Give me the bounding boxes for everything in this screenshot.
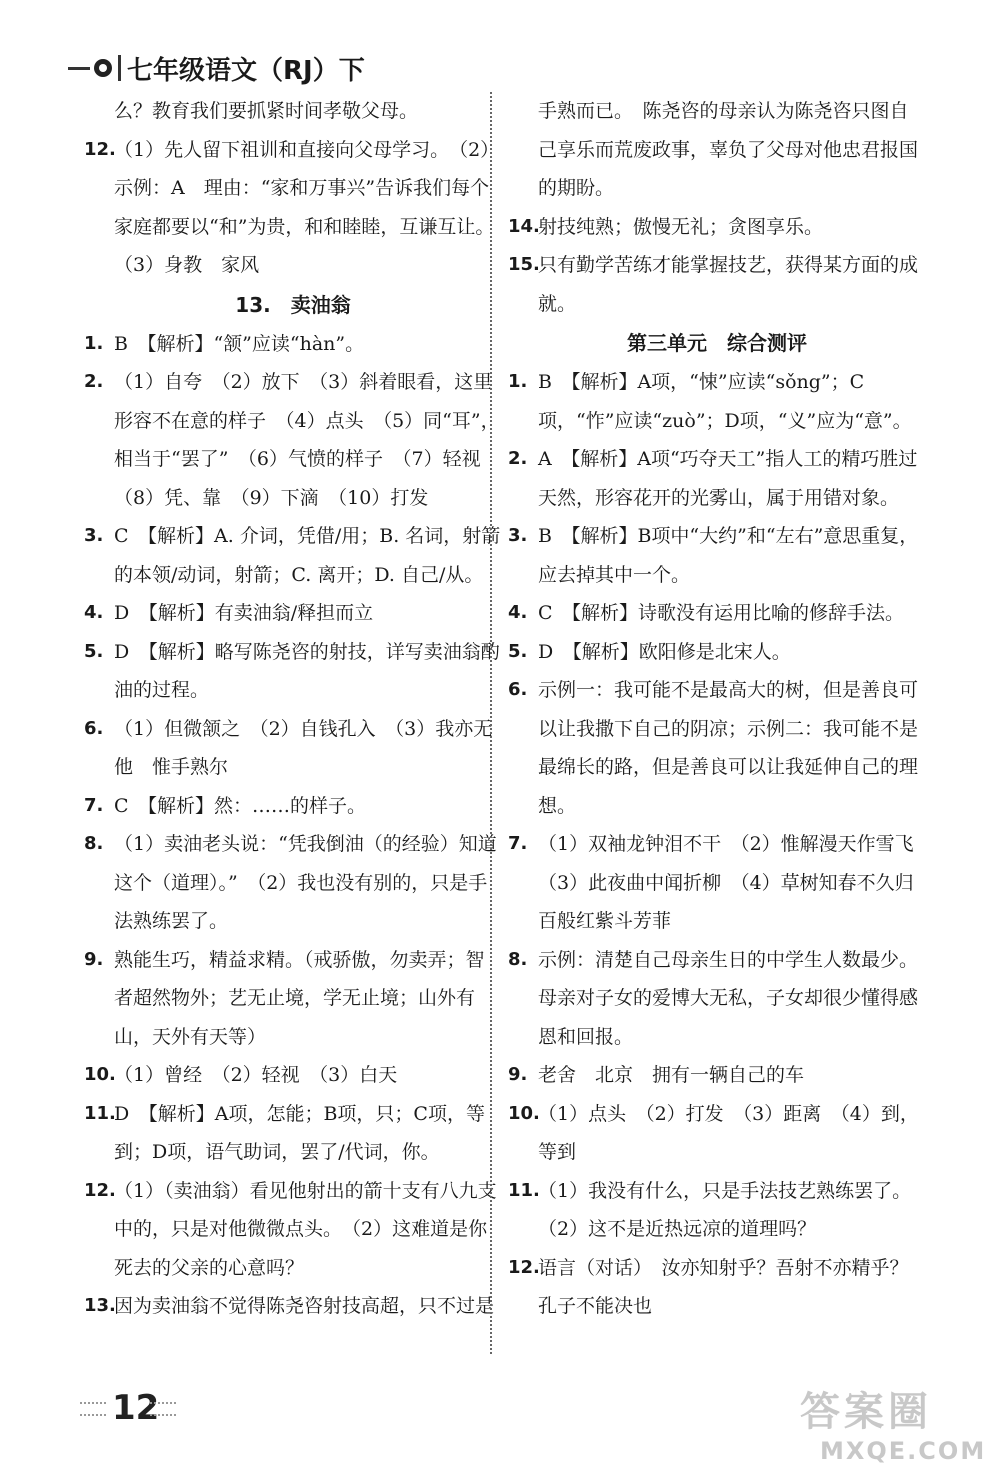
item-number: 9. [84,948,104,970]
left-column [84,92,502,1326]
item-number: 2. [508,448,528,469]
answer-item [84,131,502,285]
item-number: 5. [508,640,528,662]
answer-item [508,1095,926,1172]
answer-item [508,594,926,633]
item-number: 8. [84,833,104,854]
item-text: B 【解析】B项中“大约”和“左右”意思重复，应去掉其中一个。 [538,525,919,586]
header-bar [118,55,121,81]
column-divider [490,92,492,1354]
answer-item [84,825,502,941]
item-text: （1）双袖龙钟泪不干 （2）惟解漫天作雪飞 （3）此夜曲中闻折柳 （4）草树知春不久归 百般红紫斗芳菲 [538,833,933,932]
item-text: B 【解析】“颔”应读“hàn”。 [114,332,365,355]
answer-item [508,633,926,672]
answer-item [84,787,502,826]
footer-ornament-left [80,1402,106,1416]
answer-item [508,1249,926,1326]
item-text: （1）点头 （2）打发 （3）距离 （4）到，等到 [538,1102,919,1163]
item-number: 12. [84,1179,116,1201]
page-number: 12 [112,1388,160,1428]
item-text: 熟能生巧，精益求精。（戒骄傲，勿卖弄；智者超然物外；艺无止境，学无止境；山外有山，天外有天等） [114,948,485,1048]
item-text: 老舍 北京 拥有一辆自己的车 [538,1064,805,1086]
answer-item [508,517,926,594]
answer-item [508,440,926,517]
answer-item [508,1172,926,1249]
answer-item [84,517,502,594]
item-text: 语言（对话） 汝亦知射乎？吾射不亦精乎？ 孔子不能决也 [538,1256,928,1317]
item-number: 7. [84,794,104,816]
item-number: 7. [508,833,528,854]
header-dash [68,67,90,70]
answer-item [84,594,502,633]
answer-item [84,1056,502,1095]
item-text: B 【解析】A项，“悚”应读“sǒng”；C项，“怍”应读“zuò”；D项，“义”应为“意”。 [538,371,912,432]
item-number: 6. [508,679,528,700]
item-text: D 【解析】略写陈尧咨的射技，详写卖油翁酌油的过程。 [114,640,500,701]
answer-item [84,1095,502,1172]
item-number: 11. [84,1102,116,1124]
item-number: 11. [508,1179,540,1201]
right-column [508,92,933,1326]
answer-item [84,1287,502,1326]
item-number: 9. [508,1064,528,1085]
item-text: 示例一：我可能不是最高大的树，但是善良可以让我撒下自己的阴凉；示例二：我可能不是最绵长的路，但是善良可以让我延伸自己的理想。 [538,679,919,817]
watermark [800,1380,986,1465]
item-text: （1）我没有什么，只是手法技艺熟练罢了。 （2）这不是近热远凉的道理吗？ [538,1179,921,1240]
item-text: （1）先人留下祖训和直接向父母学习。 （2）示例：A 理由：“家和万事兴”告诉我们每个家庭都要以“和”为贵，和和睦睦，互谦互让。 （3）身教 家风 [114,138,504,276]
footer-ornament-right [150,1402,176,1416]
item-text: A 【解析】A项“巧夺天工”指人工的精巧胜过天然，形容花开的光雾山，属于用错对象。 [538,448,918,509]
item-number: 2. [84,371,104,392]
item-text: C 【解析】诗歌没有运用比喻的修辞手法。 [538,602,905,624]
item-number: 6. [84,717,104,739]
continued-text: 手熟而已。 陈尧咨的母亲认为陈尧咨只图自己享乐而荒废政事，辜负了父母对他忠君报国的期盼。 [538,100,919,199]
item-text: （1）但微颔之 （2）自钱孔入 （3）我亦无他 惟手熟尔 [114,717,493,778]
item-number: 4. [508,602,528,623]
book-logo-icon [94,59,112,77]
answer-item [84,633,502,710]
page-header [68,48,365,88]
item-number: 10. [508,1102,540,1124]
item-number: 14. [508,215,540,237]
item-number: 10. [84,1064,116,1085]
item-text: C 【解析】A. 介词，凭借/用；B. 名词，射箭的本领/动词，射箭；C. 离开；D. 自己/从。 [114,525,501,586]
item-text: C 【解析】然：……的样子。 [114,794,367,817]
item-number: 12. [84,138,116,160]
item-text: 因为卖油翁不觉得陈尧咨射技高超，只不过是 [114,1295,495,1317]
item-number: 3. [84,525,104,546]
answer-item [508,671,926,825]
continued-text: 么？教育我们要抓紧时间孝敬父母。 [114,100,419,122]
answer-item [508,1056,926,1095]
watermark-logo-text: 答案圈 [800,1389,932,1435]
item-number: 5. [84,640,104,662]
answer-item [508,363,926,440]
section-title: 13. 卖油翁 [235,292,351,317]
answer-item [84,325,502,364]
answer-item [84,1172,502,1288]
answer-item [84,710,502,787]
answer-item [508,825,933,941]
item-number: 1. [84,332,104,354]
item-text: （1）曾经 （2）轻视 （3）白天 [114,1064,398,1086]
watermark-url: MXQE.COM [820,1437,987,1465]
item-number: 8. [508,948,528,970]
item-text: 只有勤学苦练才能掌握技艺，获得某方面的成就。 [538,254,919,315]
answer-item [84,363,502,517]
item-number: 13. [84,1295,116,1316]
answer-item [508,246,926,323]
answer-item [508,941,926,1057]
answer-item [508,208,926,247]
item-number: 15. [508,254,540,275]
section-title: 第三单元 综合测评 [627,331,807,355]
item-text: D 【解析】欧阳修是北宋人。 [538,640,791,663]
item-text: （1）（卖油翁）看见他射出的箭十支有八九支中的，只是对他微微点头。 （2）这难道是你死去的父亲的心意吗？ [114,1179,497,1279]
item-text: D 【解析】A项，怎能；B项，只；C项，等到；D项，语气助词，罢了/代词，你。 [114,1102,485,1163]
header-title: 七年级语文（RJ）下 [127,55,365,86]
answer-item [84,941,502,1057]
item-number: 1. [508,371,528,392]
item-text: （1）卖油老头说：“凭我倒油（的经验）知道这个（道理）。” （2）我也没有别的，只是手法熟练罢了。 [114,833,497,932]
item-number: 12. [508,1256,540,1278]
item-text: D 【解析】有卖油翁/释担而立 [114,602,374,624]
item-text: 射技纯熟；傲慢无礼；贪图享乐。 [538,215,824,238]
item-number: 4. [84,602,104,623]
item-number: 3. [508,525,528,546]
item-text: 示例：清楚自己母亲生日的中学生人数最少。母亲对子女的爱博大无私，子女却很少懂得感恩和回报。 [538,948,919,1048]
item-text: （1）自夸 （2）放下 （3）斜着眼看，这里形容不在意的样子 （4）点头 （5）同“耳”，相当于“罢了” （6）气愤的样子 （7）轻视 （8）凭、靠 （9）下滴 （10）打发 [114,371,500,509]
